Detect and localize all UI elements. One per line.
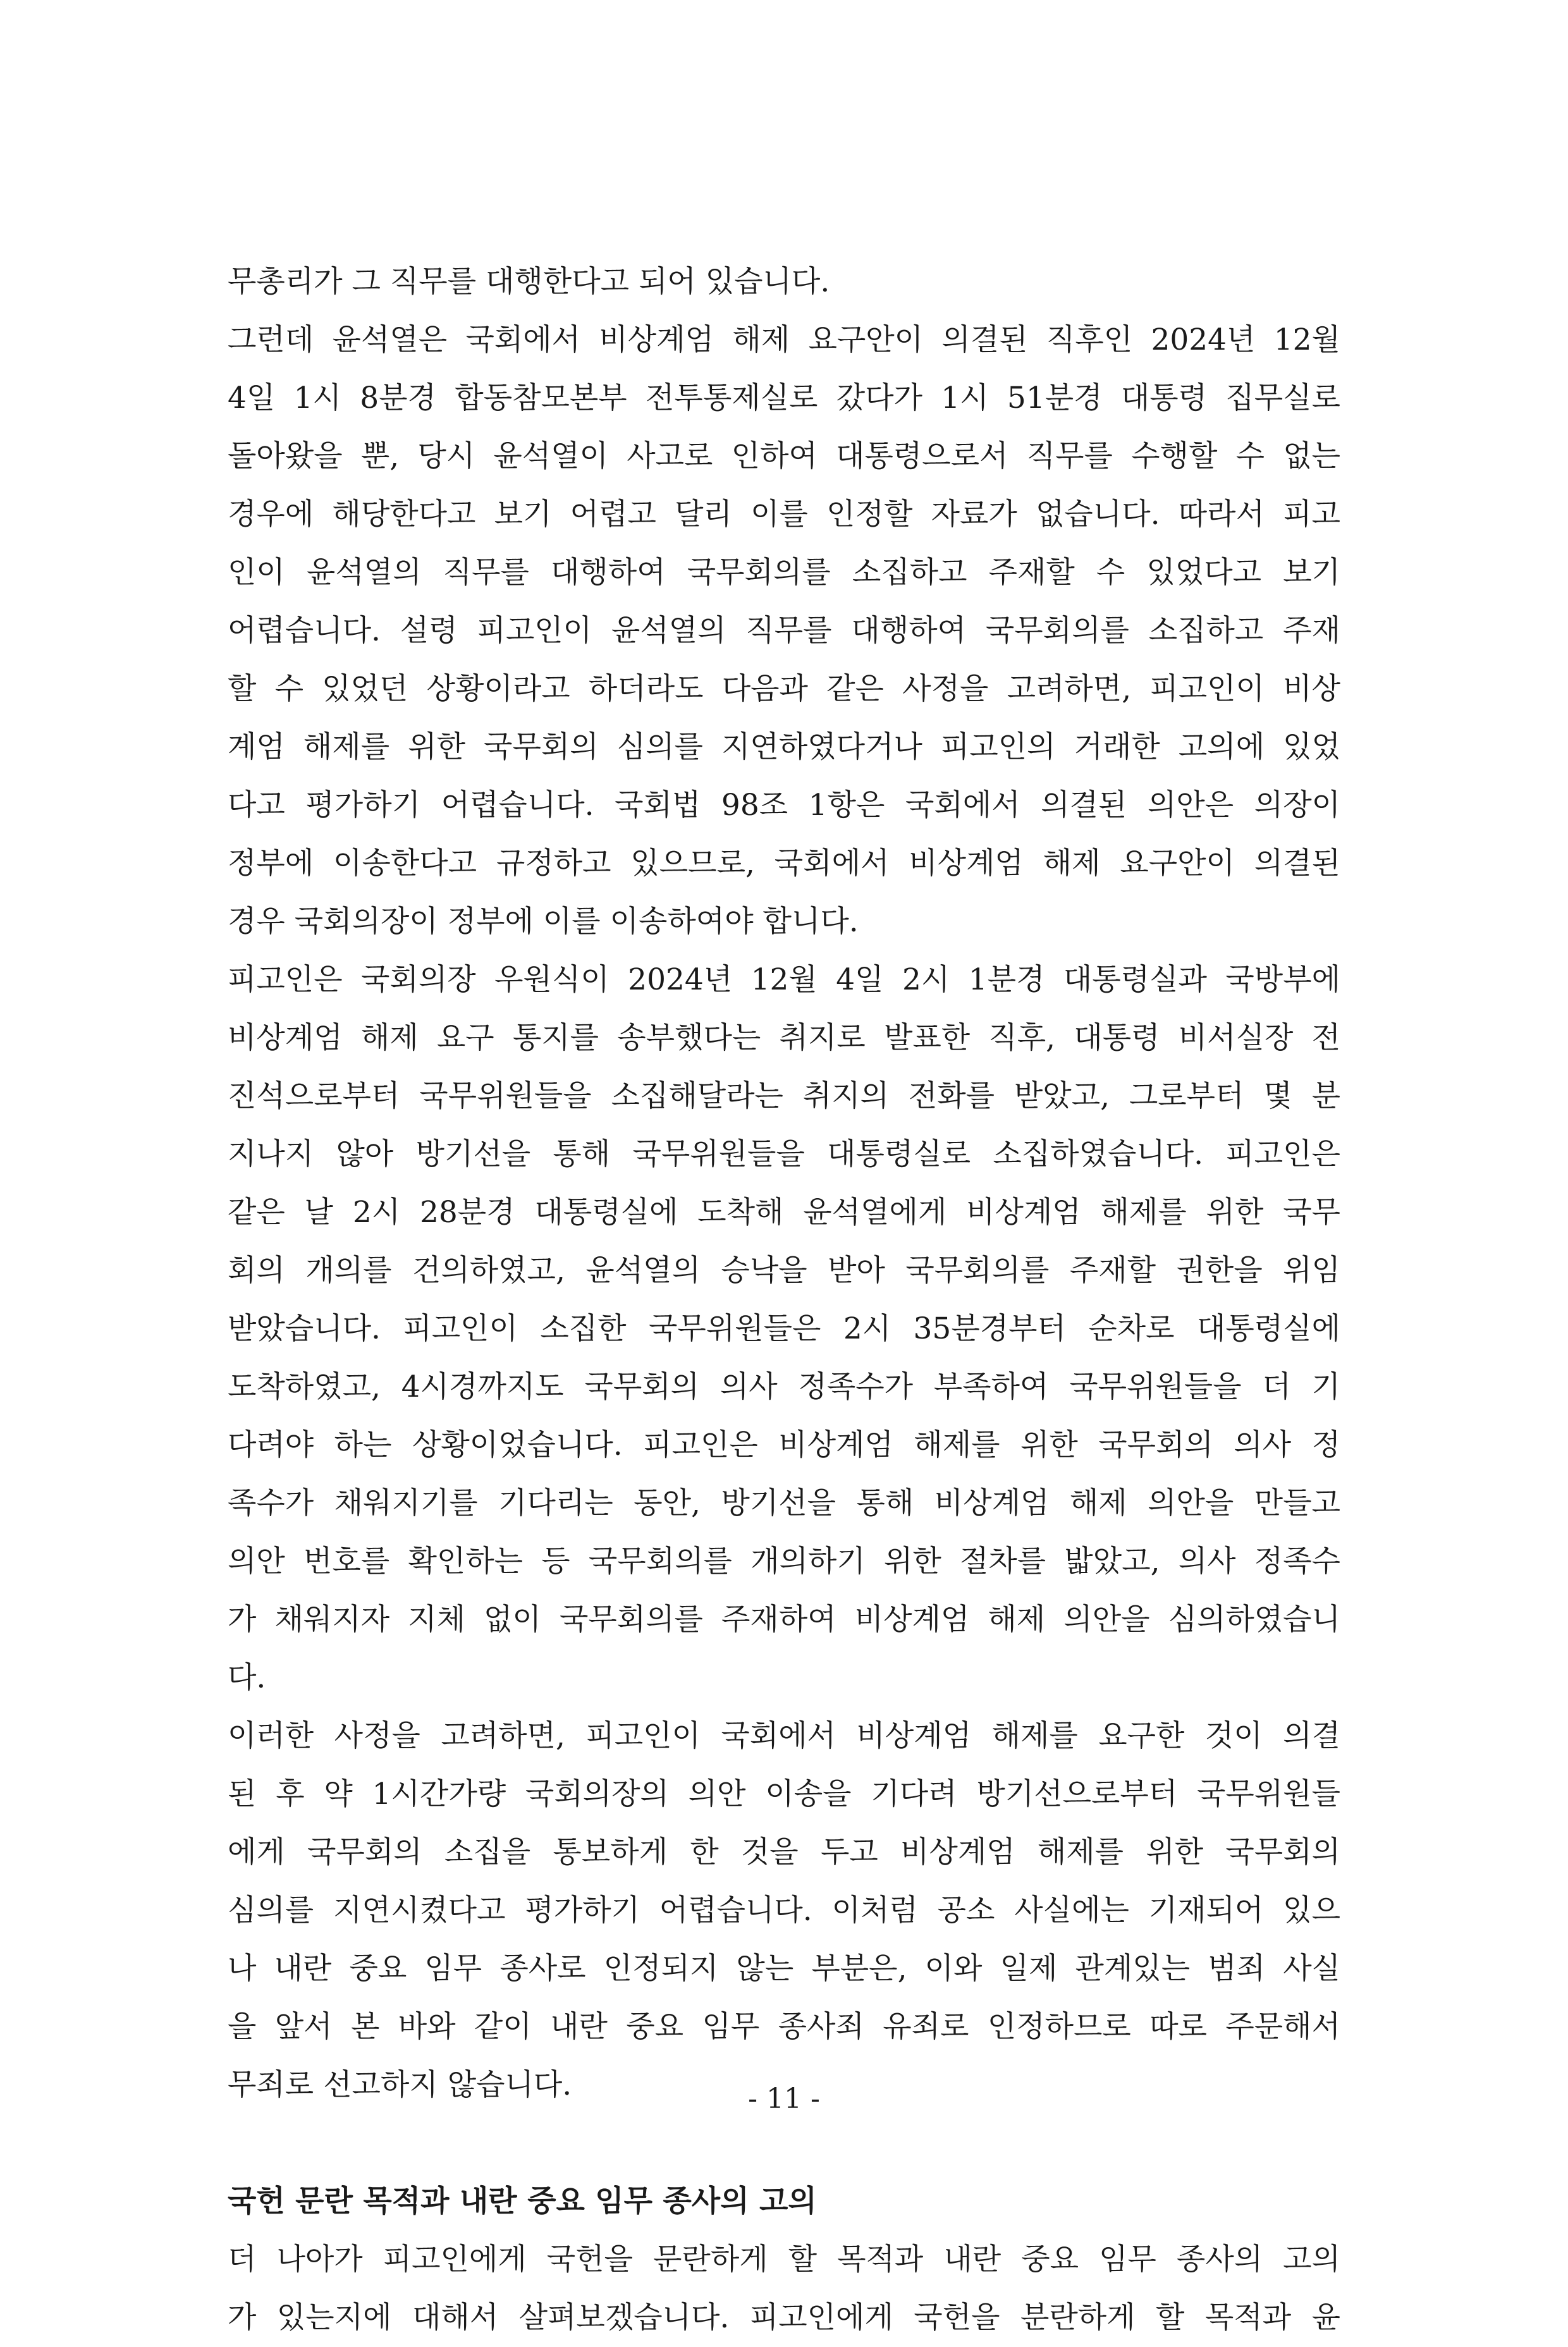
text-line: 나 내란 중요 임무 종사로 인정되지 않는 부분은, 이와 일제 관계있는 범죄 사실	[228, 1951, 1340, 1986]
text-line: 심의를 지연시켰다고 평가하기 어렵습니다. 이처럼 공소 사실에는 기재되어 있으	[228, 1893, 1340, 1928]
paragraph	[228, 1707, 1340, 2114]
text-line: 가 채워지자 지체 없이 국무회의를 주재하여 비상계엄 해제 의안을 심의하였습니	[228, 1602, 1340, 1637]
text-line: 경우 국회의장이 정부에 이를 이송하여야 합니다.	[228, 904, 859, 939]
text-line: 의안 번호를 확인하는 등 국무회의를 개의하기 위한 절차를 밟았고, 의사 정족수	[228, 1544, 1340, 1579]
text-line: 다.	[228, 1660, 266, 1695]
text-line: 더 나아가 피고인에게 국헌을 문란하게 할 목적과 내란 중요 임무 종사의 고의	[228, 2242, 1340, 2277]
text-line: 계엄 해제를 위한 국무회의 심의를 지연하였다거나 피고인의 거래한 고의에 있었	[228, 730, 1340, 764]
text-line: 받았습니다. 피고인이 소집한 국무위원들은 2시 35분경부터 순차로 대통령실에	[228, 1311, 1340, 1346]
text-line: 정부에 이송한다고 규정하고 있으므로, 국회에서 비상계엄 해제 요구안이 의결된	[228, 846, 1340, 881]
text-line: 돌아왔을 뿐, 당시 윤석열이 사고로 인하여 대통령으로서 직무를 수행할 수 없는	[228, 439, 1340, 474]
text-line: 이러한 사정을 고려하면, 피고인이 국회에서 비상계엄 해제를 요구한 것이 의결	[228, 1719, 1340, 1753]
text-line: 된 후 약 1시간가량 국회의장의 의안 이송을 기다려 방기선으로부터 국무위원들	[228, 1777, 1340, 1811]
paragraph	[228, 253, 1340, 311]
text-line: 비상계엄 해제 요구 통지를 송부했다는 취지로 발표한 직후, 대통령 비서실장 전	[228, 1020, 1340, 1055]
text-line: 가 있는지에 대해서 살펴보겠습니다. 피고인에게 국헌을 분란하게 할 목적과 윤	[228, 2300, 1340, 2335]
text-line: 진석으로부터 국무위원들을 소집해달라는 취지의 전화를 받았고, 그로부터 몇 분	[228, 1079, 1340, 1113]
text-line: 회의 개의를 건의하였고, 윤석열의 승낙을 받아 국무회의를 주재할 권한을 위임	[228, 1253, 1340, 1288]
section-heading-text: 국헌 문란 목적과 내란 중요 임무 종사의 고의	[228, 2184, 817, 2219]
text-line: 4일 1시 8분경 합동참모본부 전투통제실로 갔다가 1시 51분경 대통령 집무실로	[228, 381, 1340, 415]
text-line: 무총리가 그 직무를 대행한다고 되어 있습니다.	[228, 264, 830, 299]
text-line: 지나지 않아 방기선을 통해 국무위원들을 대통령실로 소집하였습니다. 피고인은	[228, 1137, 1340, 1172]
text-line: 을 앞서 본 바와 같이 내란 중요 임무 종사죄 유죄로 인정하므로 따로 주문해서	[228, 2009, 1340, 2044]
paragraph	[228, 951, 1340, 1707]
text-line: 어렵습니다. 설령 피고인이 윤석열의 직무를 대행하여 국무회의를 소집하고 주재	[228, 613, 1340, 648]
text-line: 족수가 채워지기를 기다리는 동안, 방기선을 통해 비상계엄 해제 의안을 만들고	[228, 1486, 1340, 1521]
text-line: 피고인은 국회의장 우원식이 2024년 12월 4일 2시 1분경 대통령실과 국방부에	[228, 962, 1340, 997]
text-line: 같은 날 2시 28분경 대통령실에 도착해 윤석열에게 비상계엄 해제를 위한 국무	[228, 1195, 1340, 1230]
text-line: 다려야 하는 상황이었습니다. 피고인은 비상계엄 해제를 위한 국무회의 의사 정	[228, 1428, 1340, 1462]
section-heading	[228, 2172, 1340, 2231]
document-body	[228, 253, 1340, 2347]
text-line: 무죄로 선고하지 않습니다.	[228, 2068, 572, 2102]
paragraph	[228, 2231, 1340, 2347]
page-number: - 11 -	[748, 2083, 820, 2115]
paragraph	[228, 311, 1340, 951]
text-line: 인이 윤석열의 직무를 대행하여 국무회의를 소집하고 주재할 수 있었다고 보기	[228, 555, 1340, 590]
text-line: 할 수 있었던 상황이라고 하더라도 다음과 같은 사정을 고려하면, 피고인이 비상	[228, 671, 1340, 706]
text-line: 그런데 윤석열은 국회에서 비상계엄 해제 요구안이 의결된 직후인 2024년 12월	[228, 322, 1340, 357]
text-line: 에게 국무회의 소집을 통보하게 한 것을 두고 비상계엄 해제를 위한 국무회의	[228, 1835, 1340, 1870]
text-line: 경우에 해당한다고 보기 어렵고 달리 이를 인정할 자료가 없습니다. 따라서 피고	[228, 497, 1340, 532]
blank-line	[228, 2114, 1340, 2172]
text-line: 도착하였고, 4시경까지도 국무회의 의사 정족수가 부족하여 국무위원들을 더 기	[228, 1370, 1340, 1404]
text-line: 다고 평가하기 어렵습니다. 국회법 98조 1항은 국회에서 의결된 의안은 의장이	[228, 788, 1340, 823]
